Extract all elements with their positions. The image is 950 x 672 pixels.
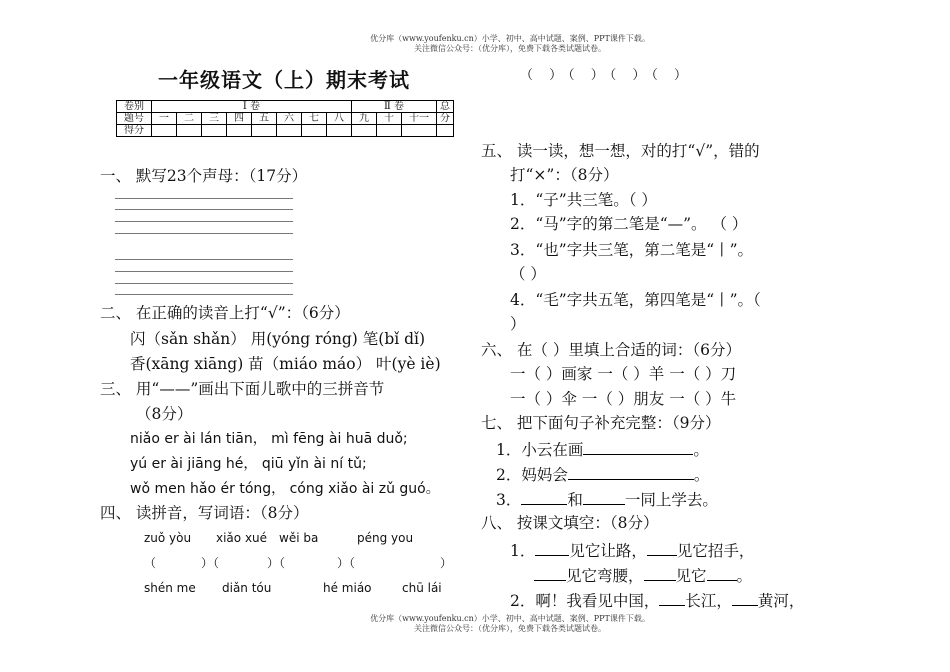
score-num: 十一 [402,113,437,125]
q8-2-end: 。 [736,567,753,585]
score-num: 四 [227,113,252,125]
answer-blank[interactable] [534,564,566,581]
score-num: 三 [202,113,227,125]
question-6: 六、 在（ ）里填上合适的词：（6分） [481,341,741,359]
score-cell[interactable] [302,125,327,137]
score-cell[interactable] [352,125,377,137]
question-8-line-3 [510,589,804,611]
question-6-line-1: 一（ ）画家 一（ ）羊 一（ ）刀 [510,365,737,383]
pinyin-word: péng you [357,531,414,545]
pinyin-word: diǎn tóu [222,581,272,595]
question-7: 七、 把下面句子补充完整：（9分） [481,414,721,432]
question-7-item-3 [496,488,718,510]
answer-paren[interactable]: ） [440,556,453,570]
answer-blank[interactable] [707,564,737,581]
q8-3-text: 2．啊！我看见中国， [510,592,660,610]
q7-3-end: 一同上学去。 [624,491,718,509]
writing-line[interactable] [115,259,293,260]
pinyin-word: shén me [144,581,196,595]
question-5-cont: 打“×”：（8分） [510,166,619,184]
writing-line[interactable] [115,198,293,199]
score-cell[interactable] [327,125,352,137]
score-cell[interactable] [227,125,252,137]
score-cell[interactable] [277,125,302,137]
question-8: 八、 按课文填空：（8分） [481,514,659,532]
score-num: 一 [152,113,177,125]
answer-blank[interactable] [535,539,569,556]
question-5: 五、 读一读，想一想，对的打“√”，错的 [481,142,760,160]
question-8-line-1 [510,539,754,561]
score-num: 八 [327,113,352,125]
q8-1-text2: 见它招手， [676,542,755,560]
writing-line[interactable] [115,221,293,222]
top-right-parens: （ ）（ ）（ ）（ ） [520,68,694,83]
question-5-item-1: 1．“子”共三笔。（ ） [510,191,657,209]
question-3-line-1: niǎo er ài lán tiān， mì fēng ài huā duǒ; [130,431,408,447]
q8-2-text: 见它弯腰， [566,567,644,585]
page-title: 一年级语文（上）期末考试 [158,68,410,92]
answer-paren[interactable]: （ [144,556,157,570]
answer-paren[interactable]: ）（ [337,556,356,570]
question-5-item-4-paren: ） [510,315,526,333]
header-line-2: 关注微信公众号：（优分库），免费下载各类试题试卷。 [414,44,606,53]
question-3: 三、 用“——”画出下面儿歌中的三拼音节 [100,380,385,398]
answer-blank[interactable] [521,488,567,505]
score-cell[interactable] [152,125,177,137]
question-2-line-2: 香(xāng xiāng) 苗（miáo máo） 叶(yè iè) [130,355,441,373]
score-juan1: Ⅰ 卷 [152,101,352,113]
question-3-score: （8分） [136,405,193,423]
writing-line[interactable] [115,294,293,295]
q8-1-text: 见它让路， [569,542,647,560]
question-5-item-4: 4．“毛”字共五笔，第四笔是“丨”。（ [510,291,761,309]
q8-3-text2: 长江， [685,592,732,610]
q7-3-num: 3． [496,491,522,509]
pinyin-word: zuǒ yòu [144,531,192,545]
answer-blank[interactable] [659,589,685,606]
footer-line-2: 关注微信公众号：（优分库），免费下载各类试题试卷。 [414,624,606,633]
score-num: 七 [302,113,327,125]
score-cell[interactable] [437,125,454,137]
question-2: 二、 在正确的读音上打“√”：（6分） [100,304,350,322]
answer-paren[interactable]: ）（ [267,556,286,570]
answer-blank[interactable] [644,564,676,581]
answer-paren[interactable]: ）（ [201,556,220,570]
q7-2-end: 。 [693,466,710,484]
q7-1-end: 。 [693,441,709,459]
score-num: 六 [277,113,302,125]
header-line-1: 优分库（www.youfenku.cn）小学、初中、高中试题、案例、PPT课件下载。 [370,34,650,43]
score-num: 九 [352,113,377,125]
question-1: 一、 默写23个声母：（17分） [100,167,308,185]
score-juan2: Ⅱ 卷 [352,101,437,113]
question-2-line-1: 闪（sǎn shǎn） 用(yóng róng) 笔(bǐ dǐ) [130,330,426,348]
answer-blank[interactable] [732,589,758,606]
question-7-item-2 [496,463,709,485]
score-cell[interactable] [402,125,437,137]
answer-blank[interactable] [583,438,693,455]
writing-line[interactable] [115,233,293,234]
answer-blank[interactable] [568,463,694,480]
question-5-item-3: 3．“也”字共三笔，第二笔是“丨”。 [510,241,754,259]
answer-blank[interactable] [583,488,625,505]
footer-line-1: 优分库（www.youfenku.cn）小学、初中、高中试题、案例、PPT课件下载。 [370,614,650,623]
score-label-defen: 得分 [117,125,152,137]
q8-3-text3: 黄河， [757,592,805,610]
pinyin-word: chū lái [402,581,442,595]
writing-line[interactable] [115,283,293,284]
score-num: 十 [377,113,402,125]
pinyin-word: hé miáo [323,581,372,595]
question-6-line-2: 一（ ）伞 一（ ）朋友 一（ ）牛 [510,390,737,408]
q7-3-and: 和 [567,491,583,509]
writing-line[interactable] [115,209,293,210]
score-num: 二 [177,113,202,125]
score-cell[interactable] [377,125,402,137]
score-cell[interactable] [202,125,227,137]
pinyin-word: wěi ba [279,531,319,545]
writing-line[interactable] [115,271,293,272]
question-3-line-3: wǒ men hǎo ér tóng， cóng xiǎo ài zǔ guó。 [130,481,440,497]
score-total-top: 总 [437,101,454,113]
score-cell[interactable] [177,125,202,137]
question-4: 四、 读拼音，写词语：（8分） [100,504,309,522]
q8-2-text2: 见它 [675,567,707,585]
score-table [116,100,454,137]
q7-2-text: 2．妈妈会 [496,466,568,484]
score-total-bottom: 分 [437,113,454,125]
question-8-line-2 [534,564,752,586]
score-cell[interactable] [252,125,277,137]
answer-blank[interactable] [647,539,677,556]
pinyin-word: xiǎo xué [216,531,268,545]
question-5-item-2: 2．“马”字的第二笔是“—”。 （ ） [510,215,748,233]
score-label-juanbie: 卷别 [117,101,152,113]
question-3-line-2: yú er ài jiāng hé， qiū yǐn ài ní tǔ; [130,456,367,472]
score-num: 五 [252,113,277,125]
question-7-item-1 [496,438,709,460]
score-label-tihao: 题号 [117,113,152,125]
q7-1-text: 1．小云在画 [496,441,584,459]
question-5-item-3-paren: （ ） [510,265,546,283]
q8-1-num: 1． [510,542,536,560]
